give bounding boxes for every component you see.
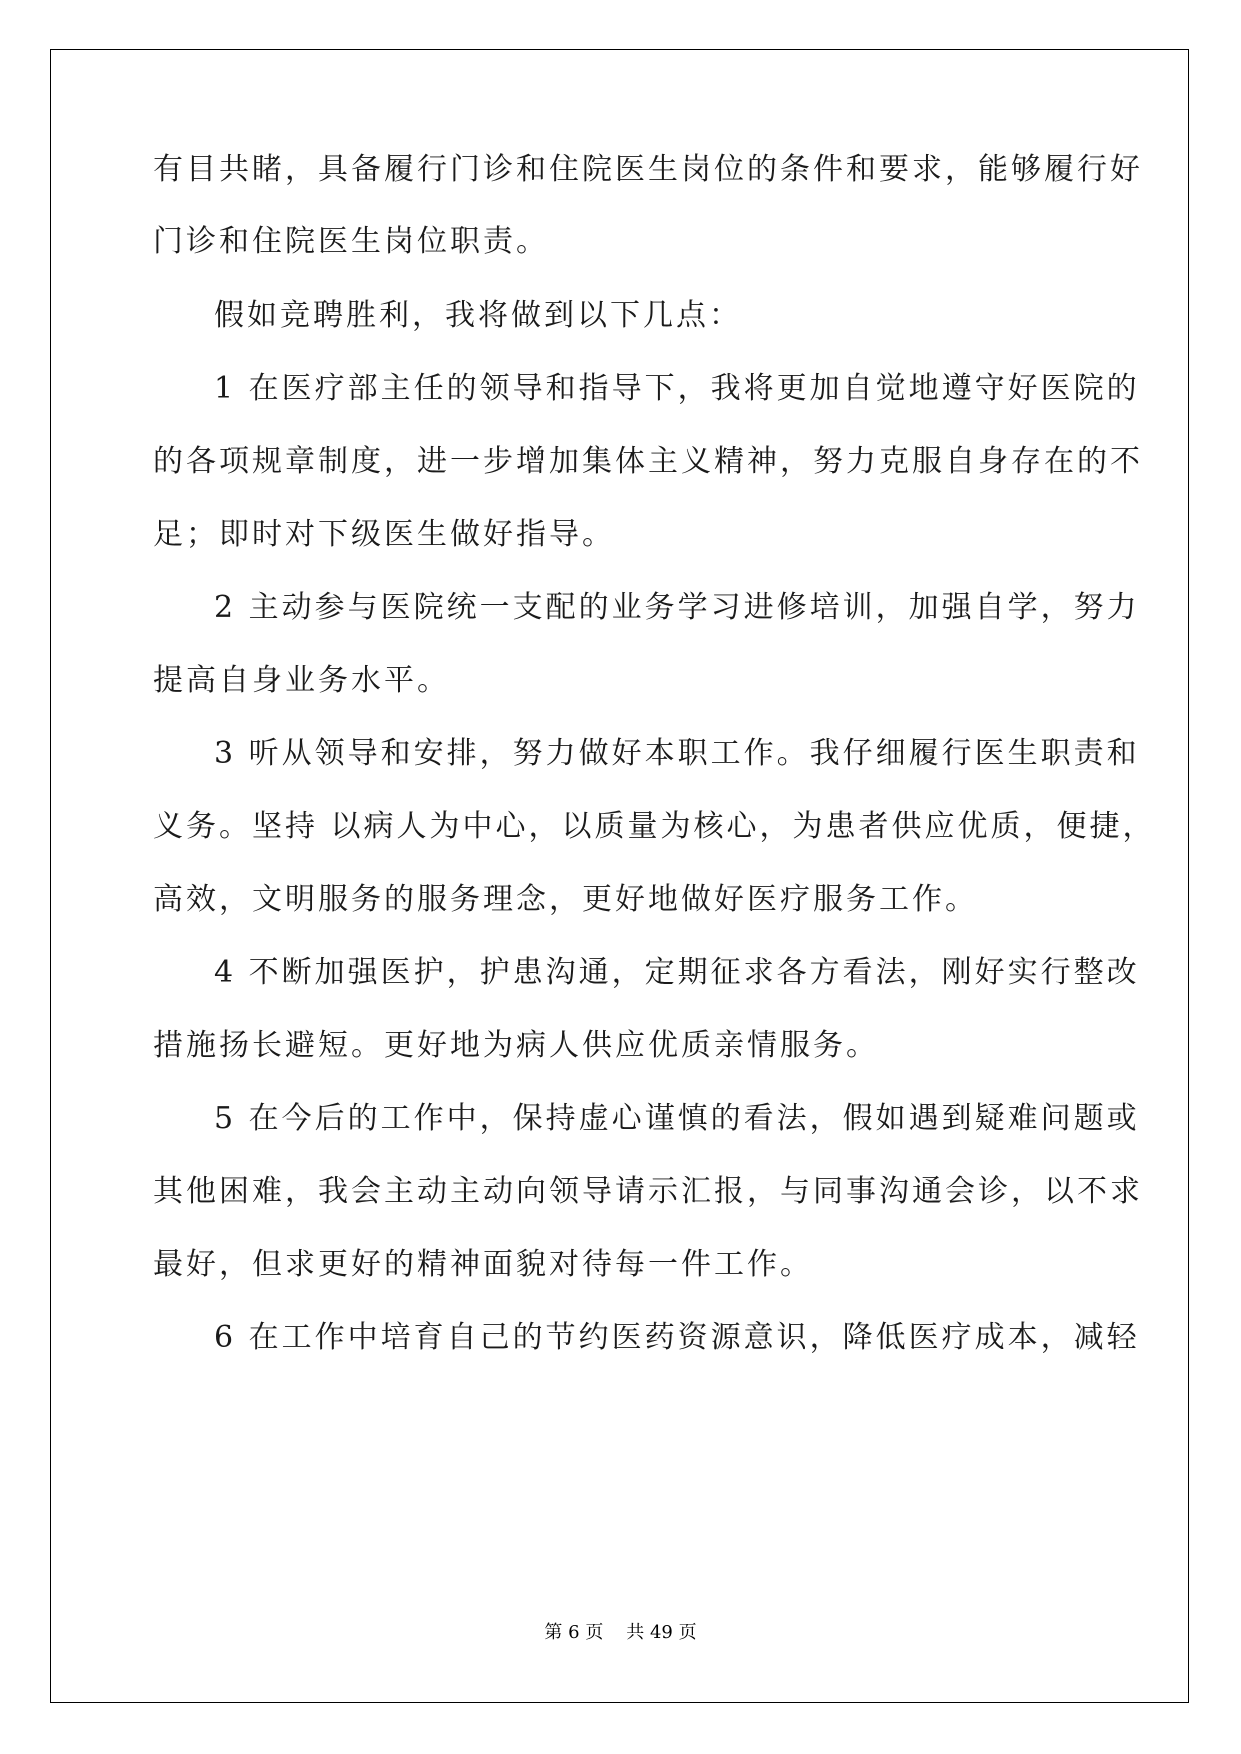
page-footer	[0, 1621, 1241, 1645]
page-number: 第 6 页	[544, 1622, 604, 1643]
text-line: 最好，但求更好的精神面貌对待每一件工作。	[153, 1247, 813, 1282]
page-total: 共 49 页	[626, 1622, 697, 1643]
text-line: 门诊和住院医生岗位职责。	[153, 224, 549, 259]
text-line: 义务。坚持 以病人为中心，以质量为核心，为患者供应优质，便捷，	[153, 809, 1156, 844]
text-line: 有目共睹，具备履行门诊和住院医生岗位的条件和要求，能够履行好	[153, 152, 1143, 187]
text-line: 假如竞聘胜利，我将做到以下几点：	[214, 298, 742, 333]
text-line: 4 不断加强医护，护患沟通，定期征求各方看法，刚好实行整改	[214, 955, 1140, 990]
text-line: 提高自身业务水平。	[153, 663, 450, 698]
text-line: 1 在医疗部主任的领导和指导下，我将更加自觉地遵守好医院的	[214, 371, 1140, 406]
text-line: 的各项规章制度，进一步增加集体主义精神，努力克服自身存在的不	[153, 444, 1143, 479]
text-line: 3 听从领导和安排，努力做好本职工作。我仔细履行医生职责和	[214, 736, 1140, 771]
text-line: 其他困难，我会主动主动向领导请示汇报，与同事沟通会诊，以不求	[153, 1174, 1143, 1209]
text-line: 措施扬长避短。更好地为病人供应优质亲情服务。	[153, 1028, 879, 1063]
text-line: 6 在工作中培育自己的节约医药资源意识，降低医疗成本，减轻	[214, 1320, 1140, 1355]
text-line: 2 主动参与医院统一支配的业务学习进修培训，加强自学，努力	[214, 590, 1140, 625]
text-line: 足；即时对下级医生做好指导。	[153, 517, 615, 552]
text-line: 高效，文明服务的服务理念，更好地做好医疗服务工作。	[153, 882, 978, 917]
text-line: 5 在今后的工作中，保持虚心谨慎的看法，假如遇到疑难问题或	[214, 1101, 1140, 1136]
